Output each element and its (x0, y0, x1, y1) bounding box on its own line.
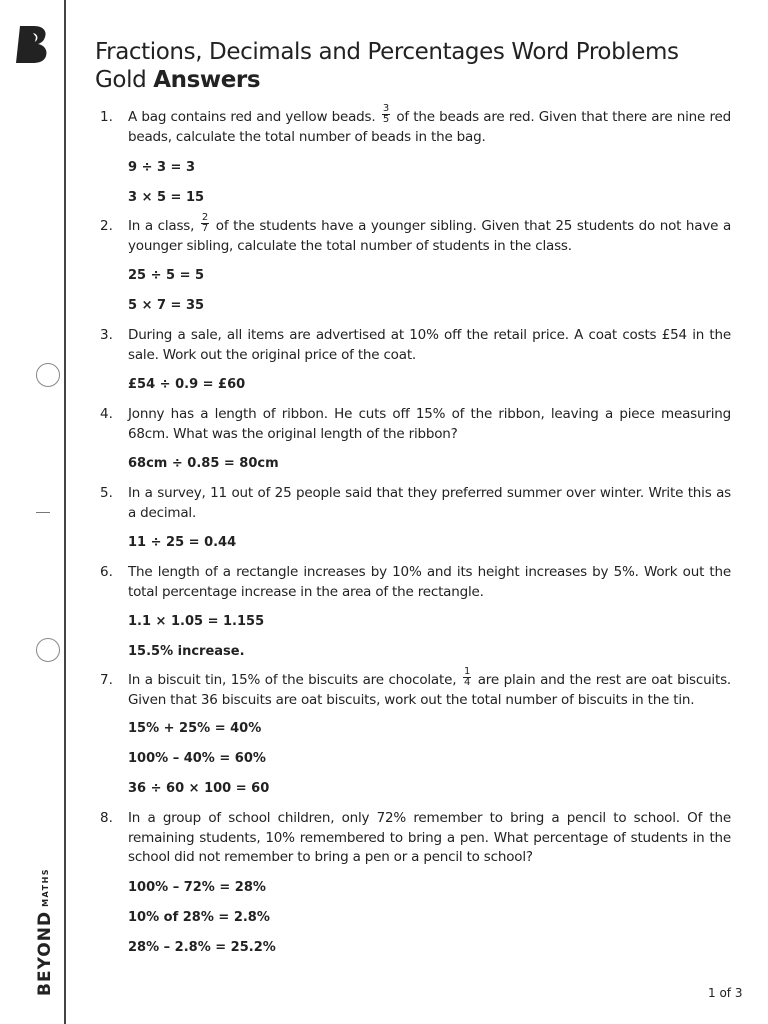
question-3 (100, 326, 731, 365)
answer-line: 9 ÷ 3 = 3 (128, 160, 196, 175)
question-number: 4. (100, 406, 113, 422)
fraction: $\frac{1}{4}$ (463, 665, 471, 688)
answer-line: 1.1 × 1.05 = 1.155 (128, 614, 265, 629)
fold-mark (36, 512, 50, 513)
answer-line: 68cm ÷ 0.85 = 80cm (128, 456, 279, 471)
answer-line: 10% of 28% = 2.8% (128, 909, 270, 925)
title-answers: Answers (153, 67, 261, 93)
answer-line: 25 ÷ 5 = 5 (128, 268, 205, 283)
question-text: Jonny has a length of ribbon. He cuts off 15% of the ribbon, leaving a piece measuring 68cm. What was the original length of the ribbon? (128, 406, 731, 442)
margin-rule (64, 0, 66, 1024)
question-4 (100, 405, 731, 444)
answer-line: 36 ÷ 60 × 100 = 60 (128, 781, 270, 796)
question-number: 8. (100, 810, 113, 826)
question-text: During a sale, all items are advertised at 10% off the retail price. A coat costs £54 in the sale. Work out the original price of the coat. (128, 327, 731, 363)
question-text: In a survey, 11 out of 25 people said that they preferred summer over winter. Write this as a decimal. (128, 485, 731, 521)
question-number: 5. (100, 485, 113, 501)
answer-line: £54 ÷ 0.9 = £60 (128, 377, 246, 392)
answer-line: 15.5% increase. (128, 644, 245, 659)
question-text: A bag contains red and yellow beads. $\frac{3}{5}$ of the beads are red. Given that there are nine red beads, calculate the total number of beads in the bag. (128, 102, 731, 145)
question-text: In a biscuit tin, 15% of the biscuits are chocolate, $\frac{1}{4}$ are plain and the rest are oat biscuits. Given that 36 biscuits are oat biscuits, work out the total number of biscuits in the tin. (128, 665, 731, 708)
question-2 (100, 211, 732, 256)
punch-hole-bottom (36, 638, 60, 662)
title-line1: Fractions, Decimals and Percentages Word Problems (95, 39, 679, 65)
title-gold: Gold (95, 67, 147, 93)
beyond-logo-icon (14, 24, 50, 64)
question-1 (100, 102, 731, 147)
question-number: 1. (100, 109, 113, 125)
answer-line: 3 × 5 = 15 (128, 190, 205, 205)
page-number: 1 of 3 (708, 986, 743, 1000)
question-number: 6. (100, 564, 113, 580)
question-5 (100, 484, 731, 523)
question-text: The length of a rectangle increases by 10% and its height increases by 5%. Work out the total percentage increase in the area of the rectangle. (128, 564, 731, 600)
question-number: 3. (100, 327, 113, 343)
answer-line: 11 ÷ 25 = 0.44 (128, 535, 237, 550)
answer-line: 100% – 72% = 28% (128, 879, 266, 895)
question-number: 7. (100, 672, 113, 688)
answer-line: 15% + 25% = 40% (128, 721, 262, 736)
fraction: $\frac{3}{5}$ (382, 102, 389, 125)
question-7 (100, 665, 731, 710)
answer-line: 28% – 2.8% = 25.2% (128, 939, 276, 955)
punch-hole-top (36, 363, 60, 387)
answer-line: 100% – 40% = 60% (128, 751, 266, 766)
question-text: In a class, $\frac{2}{7}$ of the students have a younger sibling. Given that 25 students do not have a younger sibling, calculate the total number of students in the class. (128, 211, 732, 254)
question-number: 2. (100, 218, 113, 234)
fraction: $\frac{2}{7}$ (201, 211, 209, 234)
page-title (95, 38, 745, 94)
brand-wordmark (35, 868, 55, 996)
question-text: In a group of school children, only 72% remember to bring a pencil to school. Of the remaining students, 10% remembered to bring a pen. What percentage of students in the school did not remember to bring a pen or a pencil to school? (128, 810, 731, 865)
question-8 (100, 809, 731, 868)
brand-word: BEYOND (35, 910, 55, 996)
answer-line: 5 × 7 = 35 (128, 298, 205, 313)
brand-sub: MATHS (41, 867, 50, 907)
question-list (100, 102, 732, 957)
question-6 (100, 563, 731, 602)
